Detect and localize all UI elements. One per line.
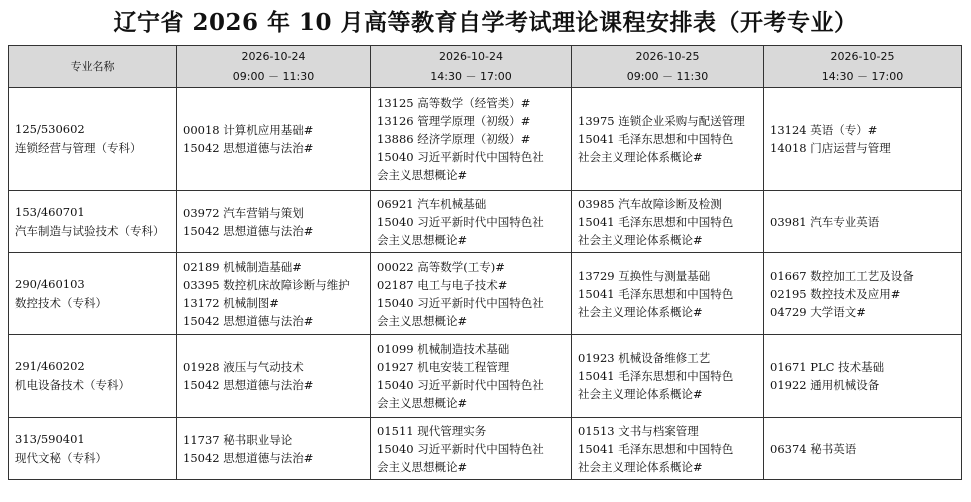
course-line: 01927 机电安装工程管理 bbox=[377, 360, 510, 374]
course-line: 00018 计算机应用基础# bbox=[183, 123, 314, 137]
course-line: 01667 数控加工工艺及设备 bbox=[770, 268, 914, 283]
course-line: 会主义思想概论# bbox=[377, 232, 468, 247]
course-line: 13125 高等数学（经管类）# bbox=[377, 96, 531, 110]
session-header bbox=[177, 46, 371, 88]
course-line: 13172 机械制图# bbox=[183, 295, 279, 310]
session-date: 2026-10-25 bbox=[635, 49, 700, 63]
major-cell bbox=[9, 88, 177, 191]
course-line: 会主义思想概论# bbox=[377, 168, 468, 182]
page-title: 辽宁省 2026 年 10 月高等教育自学考试理论课程安排表（开考专业） bbox=[113, 9, 858, 36]
course-cell bbox=[764, 418, 962, 480]
course-line: 15041 毛泽东思想和中国特色 bbox=[578, 286, 734, 301]
course-line: 01922 通用机械设备 bbox=[770, 378, 880, 392]
major-header: 专业名称 bbox=[9, 46, 177, 88]
course-line: 社会主义理论体系概论# bbox=[578, 150, 703, 164]
major-line: 汽车制造与试验技术（专科） bbox=[15, 223, 165, 238]
course-line: 15042 思想道德与法治# bbox=[183, 378, 314, 392]
session-header bbox=[764, 46, 962, 88]
course-line: 13124 英语（专）# bbox=[770, 123, 878, 137]
course-line: 社会主义理论体系概论# bbox=[578, 304, 703, 319]
session-header bbox=[371, 46, 572, 88]
table-row bbox=[9, 418, 962, 480]
course-line: 15040 习近平新时代中国特色社 bbox=[377, 295, 544, 310]
course-line: 01671 PLC 技术基础 bbox=[770, 360, 885, 374]
course-cell bbox=[177, 418, 371, 480]
course-line: 11737 秘书职业导论 bbox=[183, 432, 293, 447]
course-line: 03972 汽车营销与策划 bbox=[183, 205, 304, 220]
course-line: 15042 思想道德与法治# bbox=[183, 141, 314, 155]
course-line: 15040 习近平新时代中国特色社 bbox=[377, 214, 544, 229]
course-line: 02195 数控技术及应用# bbox=[770, 286, 901, 301]
course-line: 15042 思想道德与法治# bbox=[183, 223, 314, 238]
course-cell bbox=[177, 88, 371, 191]
course-cell bbox=[371, 418, 572, 480]
course-cell bbox=[572, 88, 764, 191]
course-line: 03985 汽车故障诊断及检测 bbox=[578, 196, 722, 211]
course-cell bbox=[572, 253, 764, 335]
course-line: 06374 秘书英语 bbox=[770, 441, 857, 456]
major-line: 数控技术（专科） bbox=[15, 295, 107, 310]
major-line: 连锁经营与管理（专科） bbox=[15, 141, 142, 155]
course-cell bbox=[371, 253, 572, 335]
major-line: 153/460701 bbox=[15, 204, 85, 219]
major-line: 机电设备技术（专科） bbox=[15, 378, 130, 392]
course-cell bbox=[764, 88, 962, 191]
course-line: 13975 连锁企业采购与配送管理 bbox=[578, 114, 745, 128]
header-row bbox=[9, 46, 962, 88]
course-line: 会主义思想概论# bbox=[377, 396, 468, 410]
course-line: 04729 大学语文# bbox=[770, 304, 866, 319]
course-cell bbox=[764, 191, 962, 253]
major-line: 现代文秘（专科） bbox=[15, 450, 107, 465]
course-line: 社会主义理论体系概论# bbox=[578, 459, 703, 474]
session-date: 2026-10-24 bbox=[439, 49, 503, 63]
table-row bbox=[9, 88, 962, 191]
course-line: 02187 电工与电子技术# bbox=[377, 277, 508, 292]
course-cell bbox=[572, 335, 764, 418]
course-line: 01928 液压与气动技术 bbox=[183, 360, 304, 374]
course-line: 01099 机械制造技术基础 bbox=[377, 342, 510, 356]
course-line: 15041 毛泽东思想和中国特色 bbox=[578, 441, 734, 456]
major-line: 290/460103 bbox=[15, 276, 85, 291]
course-cell bbox=[764, 335, 962, 418]
major-cell bbox=[9, 191, 177, 253]
course-line: 15041 毛泽东思想和中国特色 bbox=[578, 214, 734, 229]
course-line: 00022 高等数学(工专)# bbox=[377, 259, 505, 274]
course-cell bbox=[371, 335, 572, 418]
table-row bbox=[9, 191, 962, 253]
major-line: 291/460202 bbox=[15, 359, 85, 373]
course-line: 06921 汽车机械基础 bbox=[377, 196, 487, 211]
course-line: 15042 思想道德与法治# bbox=[183, 313, 314, 328]
course-cell bbox=[572, 191, 764, 253]
session-header bbox=[572, 46, 764, 88]
schedule-table bbox=[8, 45, 962, 480]
course-line: 03395 数控机床故障诊断与维护 bbox=[183, 277, 350, 292]
course-cell bbox=[572, 418, 764, 480]
course-line: 15040 习近平新时代中国特色社 bbox=[377, 441, 544, 456]
session-date: 2026-10-25 bbox=[830, 49, 895, 63]
course-line: 15041 毛泽东思想和中国特色 bbox=[578, 369, 734, 383]
major-line: 313/590401 bbox=[15, 431, 85, 446]
table-row bbox=[9, 253, 962, 335]
session-time: 14:30 － 17:00 bbox=[430, 69, 512, 83]
course-line: 01923 机械设备维修工艺 bbox=[578, 351, 711, 365]
course-cell bbox=[177, 191, 371, 253]
session-time: 14:30 － 17:00 bbox=[821, 69, 904, 83]
course-cell bbox=[177, 253, 371, 335]
major-cell bbox=[9, 253, 177, 335]
course-line: 02189 机械制造基础# bbox=[183, 259, 302, 274]
course-line: 03981 汽车专业英语 bbox=[770, 214, 880, 229]
course-line: 01511 现代管理实务 bbox=[377, 423, 487, 438]
course-cell bbox=[371, 88, 572, 191]
major-cell bbox=[9, 335, 177, 418]
major-cell bbox=[9, 418, 177, 480]
course-line: 15042 思想道德与法治# bbox=[183, 450, 314, 465]
course-line: 01513 文书与档案管理 bbox=[578, 423, 699, 438]
session-time: 09:00 － 11:30 bbox=[626, 69, 709, 83]
course-line: 15040 习近平新时代中国特色社 bbox=[377, 378, 544, 392]
course-line: 会主义思想概论# bbox=[377, 313, 468, 328]
course-cell bbox=[371, 191, 572, 253]
session-date: 2026-10-24 bbox=[241, 49, 306, 63]
table-row bbox=[9, 335, 962, 418]
course-line: 15040 习近平新时代中国特色社 bbox=[377, 150, 544, 164]
major-line: 125/530602 bbox=[15, 122, 85, 136]
session-time: 09:00 － 11:30 bbox=[232, 69, 315, 83]
course-line: 15041 毛泽东思想和中国特色 bbox=[578, 132, 734, 146]
course-line: 13886 经济学原理（初级）# bbox=[377, 132, 531, 146]
course-line: 社会主义理论体系概论# bbox=[578, 232, 703, 247]
course-line: 13729 互换性与测量基础 bbox=[578, 268, 711, 283]
course-line: 社会主义理论体系概论# bbox=[578, 387, 703, 401]
course-cell bbox=[764, 253, 962, 335]
course-line: 会主义思想概论# bbox=[377, 459, 468, 474]
course-cell bbox=[177, 335, 371, 418]
course-line: 14018 门店运营与管理 bbox=[770, 141, 891, 155]
course-line: 13126 管理学原理（初级）# bbox=[377, 114, 531, 128]
